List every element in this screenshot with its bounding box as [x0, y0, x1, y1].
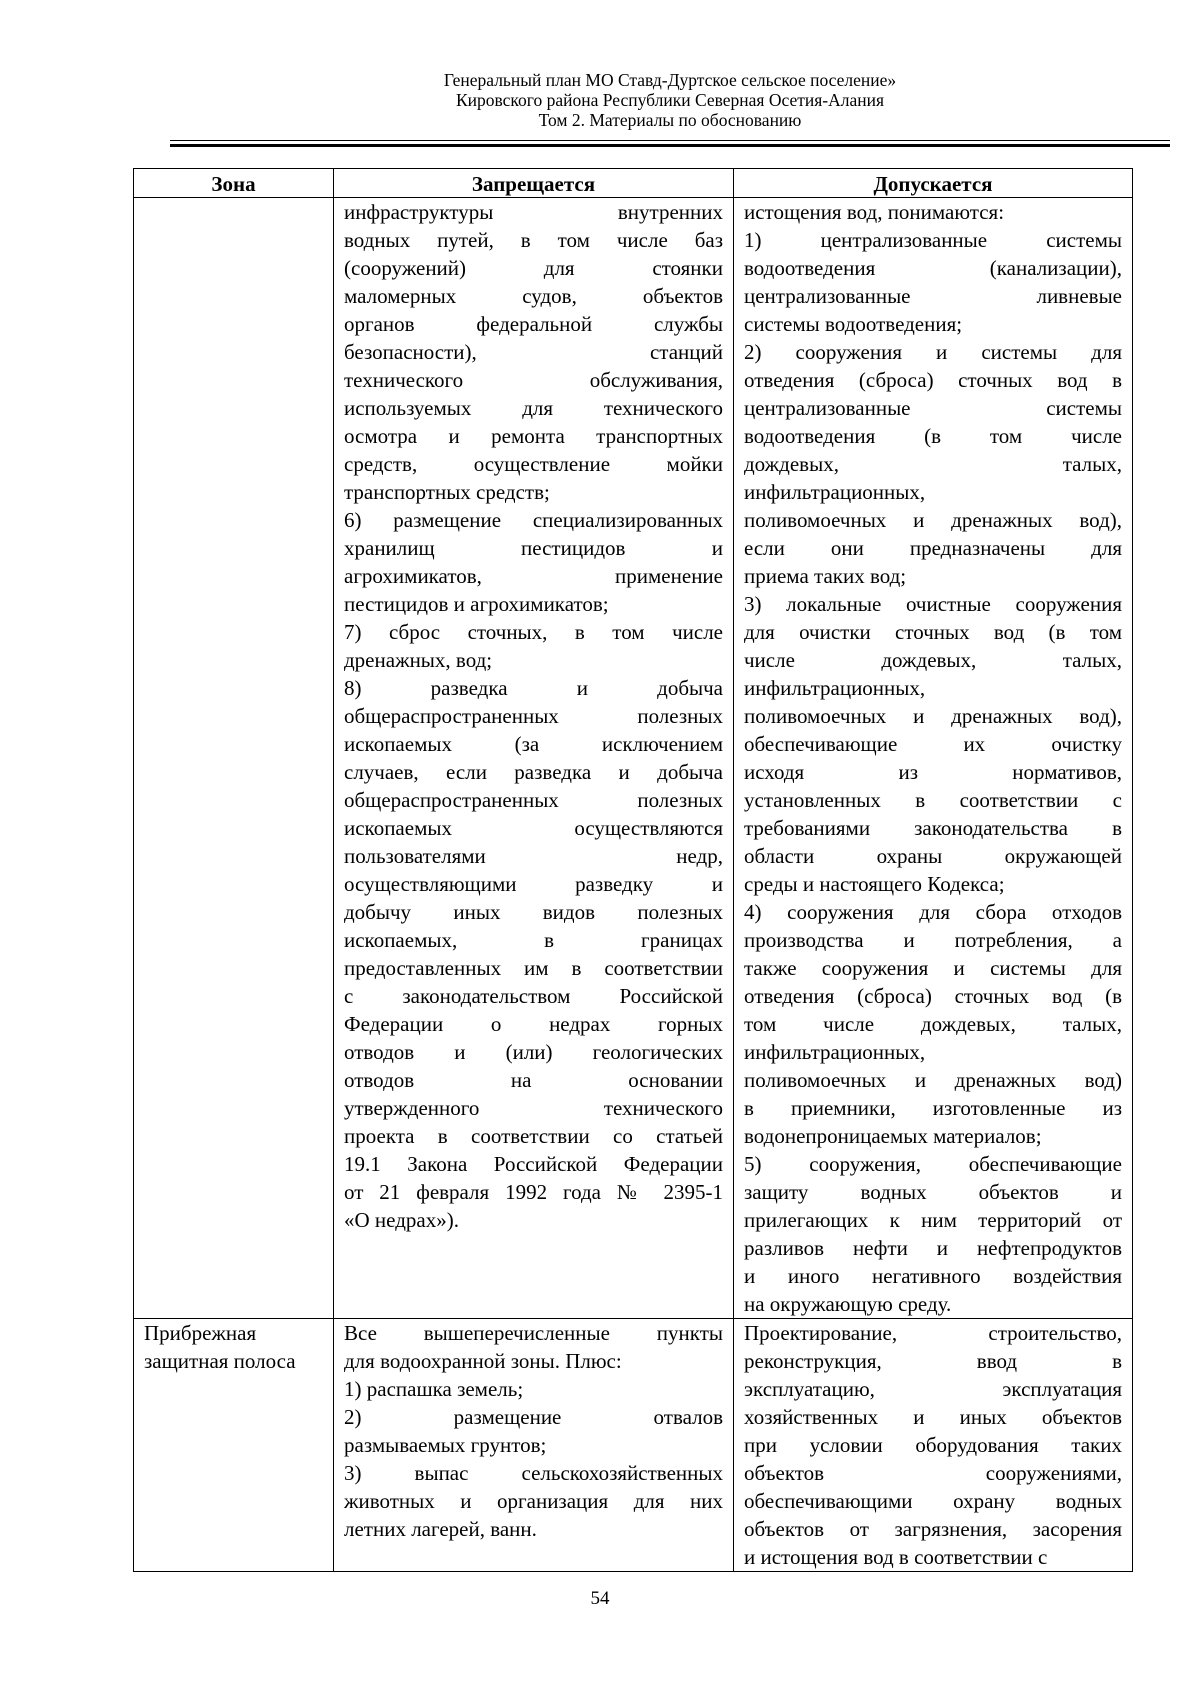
text-line: случаев, если разведка и добыча	[344, 760, 723, 784]
text-line: технического обслуживания,	[344, 368, 723, 392]
column-header-allowed: Допускается	[734, 169, 1133, 198]
allowed-cell	[734, 1319, 1133, 1572]
text-line: животных и организация для них	[344, 1489, 723, 1513]
text-line: эксплуатацию, эксплуатация	[744, 1377, 1122, 1401]
text-line: и истощения вод в соответствии с	[744, 1545, 1048, 1569]
text-line: водоотведения (в том числе	[744, 424, 1122, 448]
text-line: поливомоечных и дренажных вод)	[744, 1068, 1122, 1092]
text-line: поливомоечных и дренажных вод),	[744, 508, 1122, 532]
header-line-2: Кировского района Республики Северная Осетия-Алания	[455, 90, 885, 110]
text-line: дождевых, талых,	[744, 452, 1122, 476]
text-line: используемых для технического	[344, 396, 723, 420]
zones-table	[133, 168, 1133, 1572]
text-line: истощения вод, понимаются:	[744, 200, 1005, 224]
text-line: Все вышеперечисленные пункты	[344, 1321, 723, 1345]
text-line: числе дождевых, талых,	[744, 648, 1122, 672]
text-line: общераспространенных полезных	[344, 704, 723, 728]
header-rule-thick	[170, 144, 1170, 147]
text-line: инфраструктуры внутренних	[344, 200, 723, 224]
text-line: предоставленных им в соответствии	[344, 956, 723, 980]
allowed-cell	[734, 198, 1133, 1319]
text-line: общераспространенных полезных	[344, 788, 723, 812]
table-header-row	[134, 169, 1133, 198]
text-line: ископаемых осуществляются	[344, 816, 723, 840]
text-line: для водоохранной зоны. Плюс:	[344, 1349, 622, 1373]
text-line: 2) размещение отвалов	[344, 1405, 723, 1429]
text-line: 8) разведка и добыча	[344, 676, 723, 700]
text-line: области охраны окружающей	[744, 844, 1122, 868]
text-line: Прибрежная	[144, 1321, 257, 1345]
text-line: водных путей, в том числе баз	[344, 228, 723, 252]
text-line: проекта в соответствии со статьей	[344, 1124, 723, 1148]
text-line: пользователями недр,	[344, 844, 723, 868]
text-line: 1) распашка земель;	[344, 1377, 524, 1401]
text-line: поливомоечных и дренажных вод),	[744, 704, 1122, 728]
text-line: производства и потребления, а	[744, 928, 1122, 952]
text-line: 7) сброс сточных, в том числе	[344, 620, 723, 644]
zone-cell	[134, 198, 334, 1319]
header-line-3: Том 2. Материалы по обоснованию	[538, 110, 802, 130]
text-line: агрохимикатов, применение	[344, 564, 723, 588]
text-line: разливов нефти и нефтепродуктов	[744, 1236, 1122, 1260]
column-header-zone: Зона	[134, 169, 334, 198]
text-line: отводов на основании	[344, 1068, 723, 1092]
text-line: средств, осуществление мойки	[344, 452, 723, 476]
text-line: приема таких вод;	[744, 564, 907, 588]
text-line: утвержденного технического	[344, 1096, 723, 1120]
text-line: том числе дождевых, талых,	[744, 1012, 1122, 1036]
text-line: и иного негативного воздействия	[744, 1264, 1122, 1288]
text-line: размываемых грунтов;	[344, 1433, 547, 1457]
text-line: инфильтрационных,	[744, 480, 926, 504]
text-line: органов федеральной службы	[344, 312, 723, 336]
forbidden-cell	[334, 1319, 734, 1572]
text-line: 1) централизованные системы	[744, 228, 1122, 252]
text-line: ископаемых (за исключением	[344, 732, 723, 756]
text-line: ископаемых, в границах	[344, 928, 723, 952]
text-line: маломерных судов, объектов	[344, 284, 723, 308]
text-line: осмотра и ремонта транспортных	[344, 424, 723, 448]
text-line: с законодательством Российской	[344, 984, 723, 1008]
text-line: исходя из нормативов,	[744, 760, 1122, 784]
text-line: летних лагерей, ванн.	[344, 1517, 537, 1541]
text-line: осуществляющими разведку и	[344, 872, 723, 896]
text-line: централизованные системы	[744, 396, 1122, 420]
text-line: системы водоотведения;	[744, 312, 963, 336]
text-line: реконструкция, ввод в	[744, 1349, 1122, 1373]
text-line: обеспечивающими охрану водных	[744, 1489, 1122, 1513]
page-number: 54	[590, 1588, 610, 1609]
text-line: отводов и (или) геологических	[344, 1040, 723, 1064]
text-line: водоотведения (канализации),	[744, 256, 1122, 280]
text-line: (сооружений) для стоянки	[344, 256, 723, 280]
text-line: хозяйственных и иных объектов	[744, 1405, 1122, 1429]
text-line: 3) выпас сельскохозяйственных	[344, 1461, 723, 1485]
text-line: для очистки сточных вод (в том	[744, 620, 1122, 644]
forbidden-cell	[334, 198, 734, 1319]
text-line: 5) сооружения, обеспечивающие	[744, 1152, 1122, 1176]
text-line: водонепроницаемых материалов;	[744, 1124, 1042, 1148]
text-line: 6) размещение специализированных	[344, 508, 723, 532]
text-line: установленных в соответствии с	[744, 788, 1122, 812]
text-line: прилегающих к ним территорий от	[744, 1208, 1122, 1232]
text-line: «О недрах»).	[344, 1208, 459, 1232]
text-line: транспортных средств;	[344, 480, 550, 504]
text-line: 3) локальные очистные сооружения	[744, 592, 1122, 616]
text-line: Федерации о недрах горных	[344, 1012, 723, 1036]
text-line: отведения (сброса) сточных вод (в	[744, 984, 1122, 1008]
table-row	[134, 198, 1133, 1319]
text-line: безопасности), станций	[344, 340, 723, 364]
text-line: защитная полоса	[144, 1349, 296, 1373]
text-line: если они предназначены для	[744, 536, 1122, 560]
text-line: среды и настоящего Кодекса;	[744, 872, 1005, 896]
text-line: в приемники, изготовленные из	[744, 1096, 1122, 1120]
text-line: добычу иных видов полезных	[344, 900, 723, 924]
text-line: объектов сооружениями,	[744, 1461, 1122, 1485]
header-line-1: Генеральный план МО Ставд-Дуртское сельское поселение»	[443, 70, 897, 90]
column-header-forbidden: Запрещается	[334, 169, 734, 198]
text-line: на окружающую среду.	[744, 1292, 952, 1316]
text-line: защиту водных объектов и	[744, 1180, 1122, 1204]
text-line: централизованные ливневые	[744, 284, 1122, 308]
text-line: объектов от загрязнения, засорения	[744, 1517, 1122, 1541]
text-line: при условии оборудования таких	[744, 1433, 1122, 1457]
header-rule-thin	[170, 140, 1170, 141]
text-line: требованиями законодательства в	[744, 816, 1122, 840]
table-row	[134, 1319, 1133, 1572]
text-line: Проектирование, строительство,	[744, 1321, 1122, 1345]
text-line: 19.1 Закона Российской Федерации	[344, 1152, 723, 1176]
document-header	[170, 70, 1170, 130]
text-line: пестицидов и агрохимикатов;	[344, 592, 609, 616]
text-line: 4) сооружения для сбора отходов	[744, 900, 1122, 924]
text-line: также сооружения и системы для	[744, 956, 1122, 980]
text-line: дренажных, вод;	[344, 648, 493, 672]
text-line: 2) сооружения и системы для	[744, 340, 1122, 364]
text-line: обеспечивающие их очистку	[744, 732, 1122, 756]
text-line: инфильтрационных,	[744, 676, 926, 700]
text-line: от 21 февраля 1992 года № 2395-1	[344, 1180, 723, 1204]
text-line: хранилищ пестицидов и	[344, 536, 723, 560]
text-line: инфильтрационных,	[744, 1040, 926, 1064]
zone-cell	[134, 1319, 334, 1572]
text-line: отведения (сброса) сточных вод в	[744, 368, 1122, 392]
